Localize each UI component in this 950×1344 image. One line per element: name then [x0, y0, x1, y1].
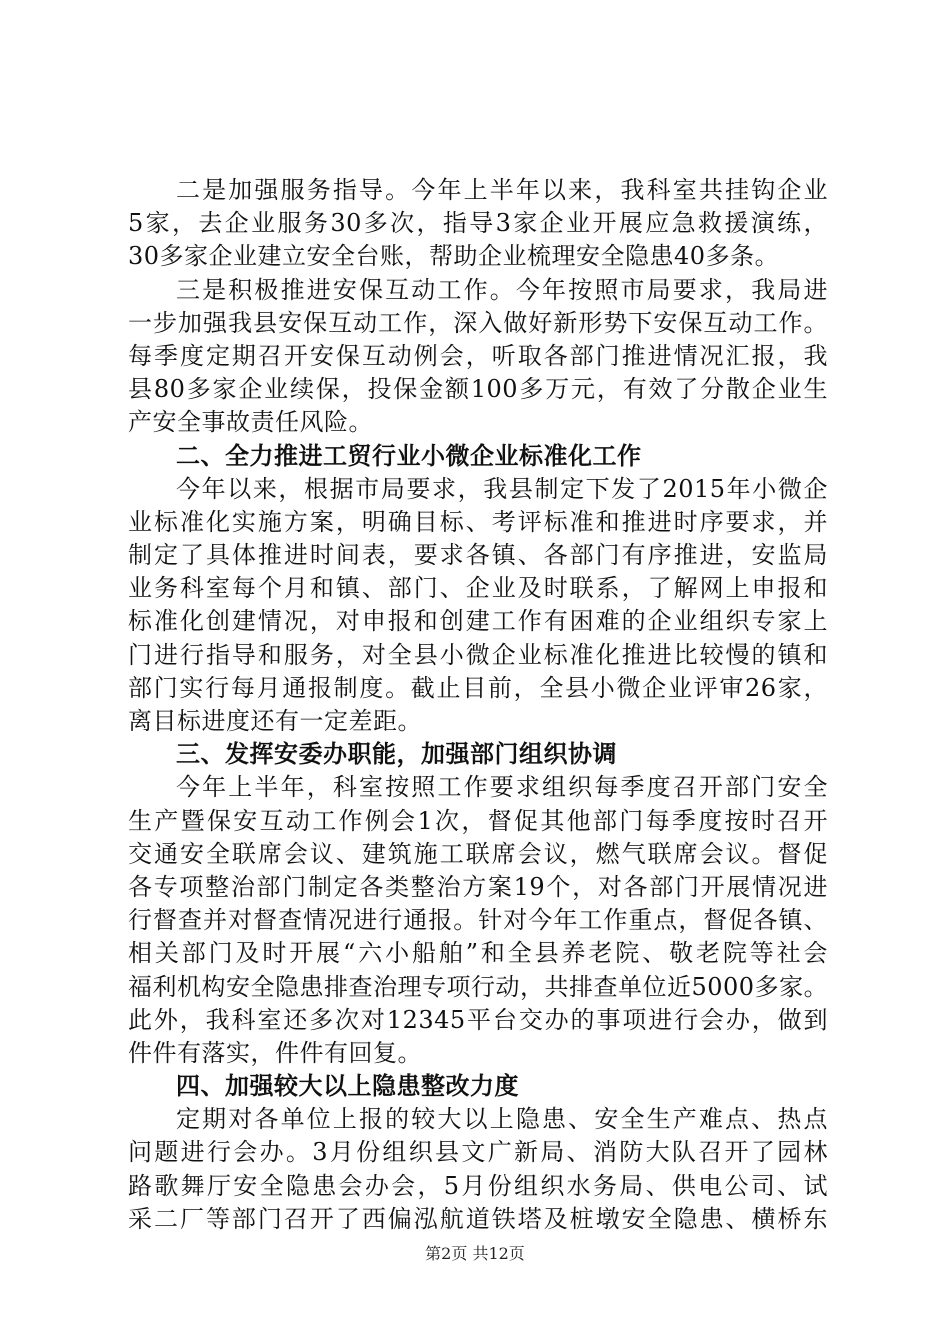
section-heading: 二、全力推进工贸行业小微企业标准化工作 [176, 441, 642, 470]
paragraph-line: 业务科室每个月和镇、部门、企业及时联系，了解网上申报和 [128, 574, 828, 603]
paragraph-line: 行督查并对督查情况进行通报。针对今年工作重点，督促各镇、 [128, 906, 828, 935]
paragraph-line: 此外，我科室还多次对12345平台交办的事项进行会办，做到 [128, 1005, 828, 1034]
paragraph-line: 相关部门及时开展“六小船舶”和全县养老院、敬老院等社会 [128, 939, 828, 968]
paragraph-line: 5家，去企业服务30多次，指导3家企业开展应急救援演练， [128, 209, 828, 238]
paragraph-line: 路歌舞厅安全隐患会办会，5月份组织水务局、供电公司、试 [128, 1171, 828, 1200]
paragraph-line: 采二厂等部门召开了西偏泓航道铁塔及桩墩安全隐患、横桥东 [128, 1204, 828, 1233]
paragraph-line: 二是加强服务指导。今年上半年以来，我科室共挂钩企业 [176, 176, 828, 204]
paragraph-line: 产安全事故责任风险。 [128, 408, 373, 437]
paragraph-line: 福利机构安全隐患排查治理专项行动，共排查单位近5000多家。 [128, 972, 829, 1001]
paragraph-line: 业标准化实施方案，明确目标、考评标准和推进时序要求，并 [128, 507, 828, 536]
paragraph-line: 问题进行会办。3月份组织县文广新局、消防大队召开了园林 [128, 1138, 828, 1167]
paragraph-line: 生产暨保安互动工作例会1次，督促其他部门每季度按时召开 [128, 806, 828, 835]
paragraph-line: 一步加强我县安保互动工作，深入做好新形势下安保互动工作。 [128, 308, 828, 337]
document-body [128, 174, 828, 1236]
page-number-footer: 第2页 共12页 [425, 1244, 525, 1263]
section-heading: 三、发挥安委办职能，加强部门组织协调 [176, 740, 617, 769]
paragraph-line: 各专项整治部门制定各类整治方案19个，对各部门开展情况进 [128, 872, 828, 901]
paragraph-line: 部门实行每月通报制度。截止目前，全县小微企业评审26家， [128, 673, 828, 702]
paragraph-line: 标准化创建情况，对申报和创建工作有困难的企业组织专家上 [128, 607, 828, 636]
paragraph-line: 离目标进度还有一定差距。 [128, 707, 422, 735]
paragraph-line: 县80多家企业续保，投保金额100多万元，有效了分散企业生 [128, 375, 828, 404]
paragraph-line: 件件有落实，件件有回复。 [128, 1038, 422, 1067]
section-heading: 四、加强较大以上隐患整改力度 [176, 1072, 519, 1101]
paragraph-line: 定期对各单位上报的较大以上隐患、安全生产难点、热点 [176, 1105, 828, 1134]
paragraph-line: 今年上半年，科室按照工作要求组织每季度召开部门安全 [176, 773, 828, 802]
paragraph-line: 30多家企业建立安全台账，帮助企业梳理安全隐患40多条。 [128, 242, 780, 271]
paragraph-line: 门进行指导和服务，对全县小微企业标准化推进比较慢的镇和 [128, 640, 828, 669]
paragraph-line: 今年以来，根据市局要求，我县制定下发了2015年小微企 [176, 474, 828, 503]
paragraph-line: 每季度定期召开安保互动例会，听取各部门推进情况汇报，我 [128, 341, 828, 370]
paragraph-line: 交通安全联席会议、建筑施工联席会议，燃气联席会议。督促 [128, 839, 828, 868]
paragraph-line: 三是积极推进安保互动工作。今年按照市局要求，我局进 [176, 275, 828, 304]
paragraph-line: 制定了具体推进时间表，要求各镇、各部门有序推进，安监局 [128, 541, 828, 570]
